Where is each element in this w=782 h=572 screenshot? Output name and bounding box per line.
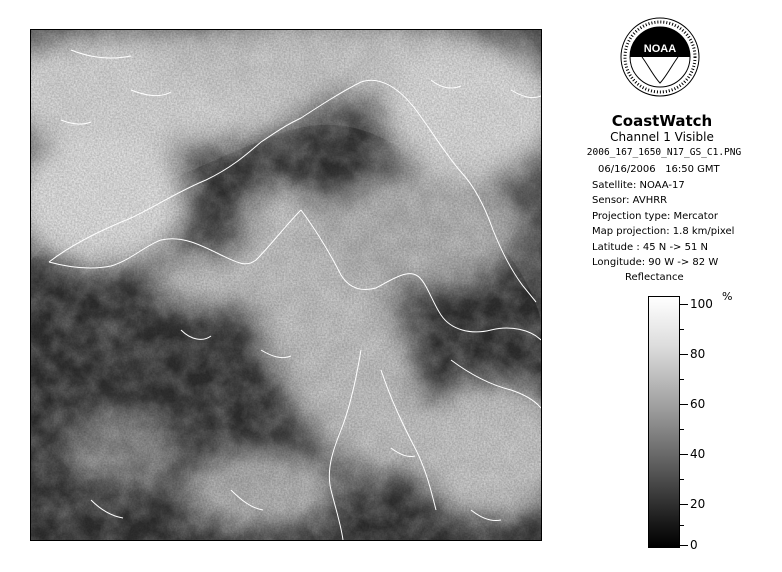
tick-minor (680, 379, 684, 380)
tick-minor (680, 479, 684, 480)
tick-major (680, 545, 688, 546)
colorbar-label: 20 (690, 497, 706, 511)
satellite-text: Satellite: NOAA-17 (592, 179, 685, 191)
colorbar-label: 60 (690, 397, 706, 411)
time-text: 16:50 GMT (665, 164, 720, 175)
satellite-image (30, 29, 542, 541)
svg-text:NOAA: NOAA (643, 43, 677, 55)
longitude-text: Longitude: 90 W -> 82 W (592, 257, 719, 268)
tick-major (680, 354, 688, 355)
colorbar-label: 80 (690, 347, 706, 361)
tick-major (680, 404, 688, 405)
latitude-text: Latitude : 45 N -> 51 N (592, 241, 708, 253)
noaa-logo (620, 17, 700, 97)
projection-type-text: Projection type: Mercator (592, 210, 718, 222)
tick-major (680, 504, 688, 505)
colorbar-label: 100 (690, 297, 713, 311)
brand-title: CoastWatch (611, 112, 713, 130)
tick-major (680, 304, 688, 305)
date-text: 06/16/2006 (598, 164, 656, 175)
noise-texture (31, 30, 541, 540)
colorbar-title: Reflectance (625, 272, 684, 283)
colorbar-label: 0 (690, 538, 698, 552)
satellite-image-svg (31, 30, 541, 540)
sensor-text: Sensor: AVHRR (592, 195, 668, 206)
tick-major (680, 454, 688, 455)
tick-minor (680, 525, 684, 526)
tick-minor (680, 429, 684, 430)
channel-label: Channel 1 Visible (610, 130, 714, 144)
metadata-block (592, 162, 734, 271)
map-projection-text: Map projection: 1.8 km/pixel (592, 226, 735, 237)
tick-minor (680, 329, 684, 330)
noaa-seal-icon (620, 17, 700, 97)
colorbar (648, 296, 680, 548)
colorbar-unit: % (722, 290, 733, 303)
colorbar-ticks (680, 296, 730, 552)
colorbar-label: 40 (690, 447, 706, 461)
file-name: 2006_167_1650_N17_GS_C1.PNG (586, 147, 742, 158)
datetime-row (592, 162, 734, 178)
